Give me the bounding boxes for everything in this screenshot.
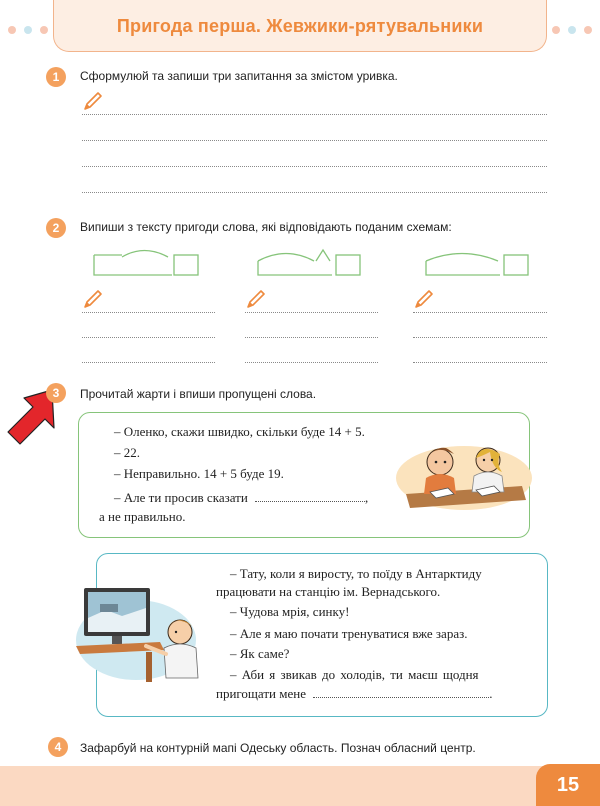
joke2-line: працювати на станцію ім. Вернадського. [216,584,441,599]
task-2-text: Випиши з тексту пригоди слова, які відповідають поданим схемам: [80,220,452,234]
answer-line[interactable] [413,362,547,363]
word-scheme-2 [256,244,368,280]
word-scheme-3 [424,248,536,280]
answer-line[interactable] [82,140,547,141]
answer-line[interactable] [82,312,215,313]
boy-computer-illustration [76,580,216,684]
joke1-line: – Оленко, скажи швидко, скільки буде 14 + 5. [114,424,365,439]
decor-dot [568,26,576,34]
pencil-icon [82,288,104,310]
joke2-line-with-blank [216,686,492,702]
joke1-line: а не правильно. [99,509,186,524]
answer-line[interactable] [245,337,378,338]
pencil-icon [82,90,104,112]
task-3-text: Прочитай жарти і впиши пропущені слова. [80,387,317,401]
joke2-line: пригощати мене [216,686,306,701]
joke1-line-with-blank [114,490,368,506]
answer-line[interactable] [82,192,547,193]
joke1-line: – Але ти просив сказати [114,490,248,505]
page-number: 15 [536,764,600,806]
blank-field[interactable] [313,687,489,698]
answer-line[interactable] [245,362,378,363]
answer-line[interactable] [413,312,547,313]
decor-dot [40,26,48,34]
joke1-line: – Неправильно. 14 + 5 буде 19. [114,466,284,481]
answer-line[interactable] [82,166,547,167]
decor-dot [8,26,16,34]
task-number-3: 3 [46,383,66,403]
joke2-line: – Але я маю почати тренуватися вже зараз. [230,626,468,641]
blank-field[interactable] [255,491,365,502]
task-number-1: 1 [46,67,66,87]
decor-dot [24,26,32,34]
joke2-line: – Чудова мрія, синку! [230,604,350,619]
title-tab [53,0,547,52]
decor-dot [552,26,560,34]
joke2-line: – Тату, коли я виросту, то поїду в Антарктиду [230,566,482,581]
word-scheme-1 [92,248,204,280]
task-4-text: Зафарбуй на контурній мапі Одеську область. Познач обласний центр. [80,741,476,755]
joke2-line: – Аби я звикав до холодів, ти маєш щодня [230,667,479,682]
page-title: Пригода перша. Жевжики-рятувальники [116,16,484,36]
comma: , [365,490,369,505]
joke1-line: – 22. [114,445,140,460]
task-number-4: 4 [48,737,68,757]
answer-line[interactable] [82,362,215,363]
answer-line[interactable] [82,114,547,115]
task-1-text: Сформулюй та запиши три запитання за змістом уривка. [80,69,398,83]
answer-line[interactable] [413,337,547,338]
period: . [489,686,493,701]
decor-dot [584,26,592,34]
pencil-icon [413,288,435,310]
pencil-icon [245,288,267,310]
answer-line[interactable] [82,337,215,338]
footer-bar [0,766,600,806]
answer-line[interactable] [245,312,378,313]
task-number-2: 2 [46,218,66,238]
kids-reading-illustration [396,428,532,512]
joke2-line: – Як саме? [230,646,290,661]
